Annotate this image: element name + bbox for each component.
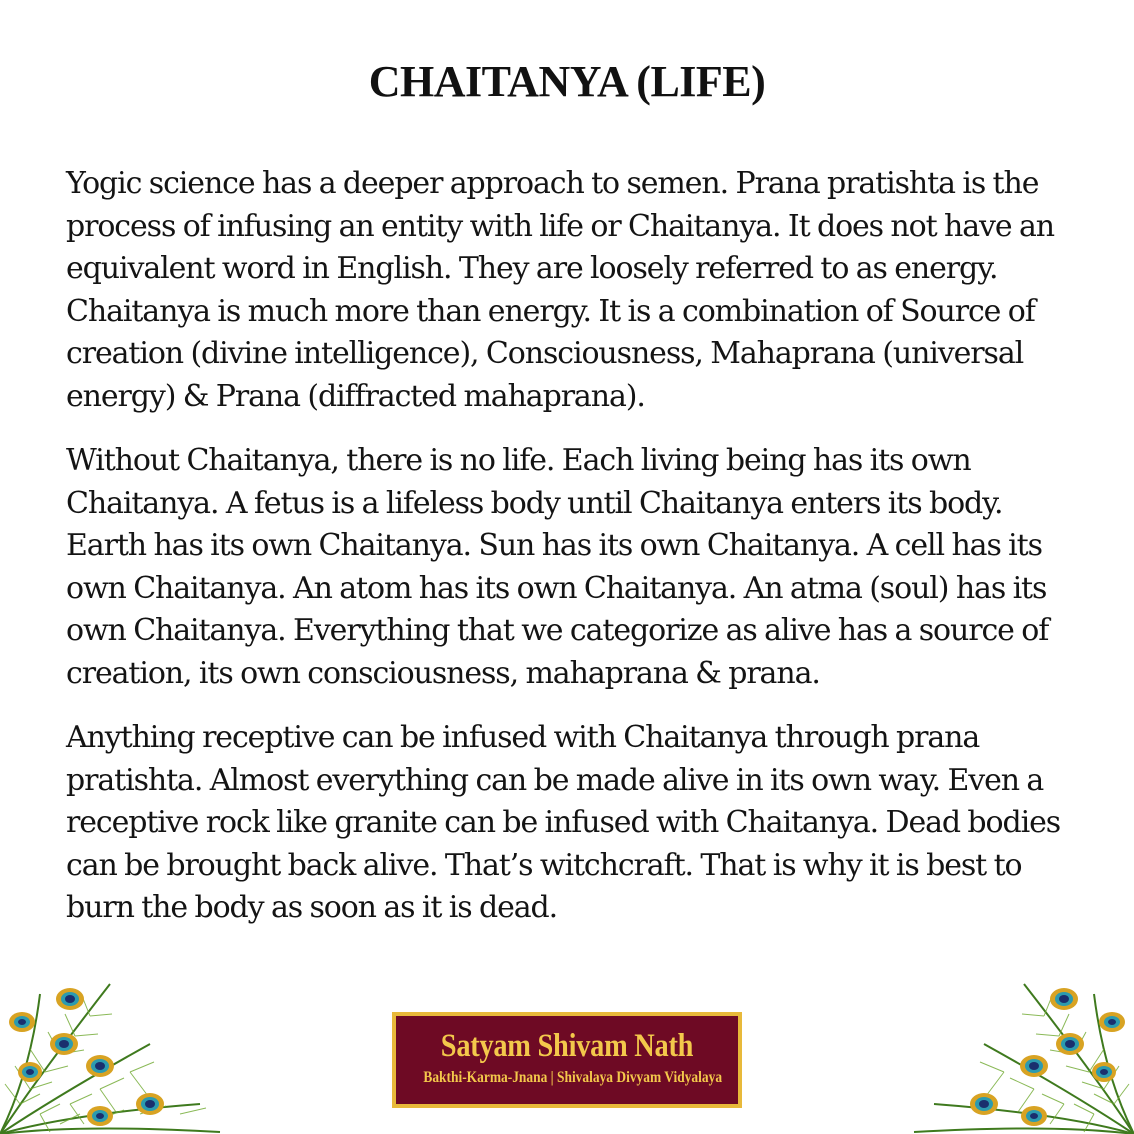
paragraph-3: Anything receptive can be infused with Chaitanya through prana pratishta. Almost everything can be made alive in its own way. Even a receptive rock like granite can be infused with Chaitanya. Dead bodies can be brought back alive. That’s witchcraft. That is why it is best to burn the body as soon as it is dead.: [66, 720, 1061, 925]
brand-tagline: Bakthi-Karma-Jnana | Shivalaya Divyam Vidyalaya: [423, 1069, 723, 1086]
peacock-feathers-left-icon: [0, 954, 230, 1134]
article-body: [66, 163, 1076, 952]
paragraph-2: Without Chaitanya, there is no life. Each living being has its own Chaitanya. A fetus is a lifeless body until Chaitanya enters its body. Earth has its own Chaitanya. Sun has its own Chaitanya. A cell has its own Chaitanya. An atom has its own Chaitanya. An atma (soul) has its own Chaitanya. Everything that we categorize as alive has a source of creation, its own consciousness, mahaprana & prana.: [66, 443, 1049, 691]
brand-logo: [392, 1012, 742, 1108]
feather-eyes: [9, 988, 164, 1126]
page-title: CHAITANYA (LIFE): [368, 57, 766, 106]
peacock-feathers-right-icon: [904, 954, 1134, 1134]
paragraph-1: Yogic science has a deeper approach to semen. Prana pratishta is the process of infusing an entity with life or Chaitanya. It does not have an equivalent word in English. They are loosely referred to as energy. Chaitanya is much more than energy. It is a combination of Source of creation (divine intelligence), Consciousness, Mahaprana (universal energy) & Prana (diffracted mahaprana).: [66, 166, 1054, 414]
brand-name: Satyam Shivam Nath: [440, 1028, 694, 1064]
